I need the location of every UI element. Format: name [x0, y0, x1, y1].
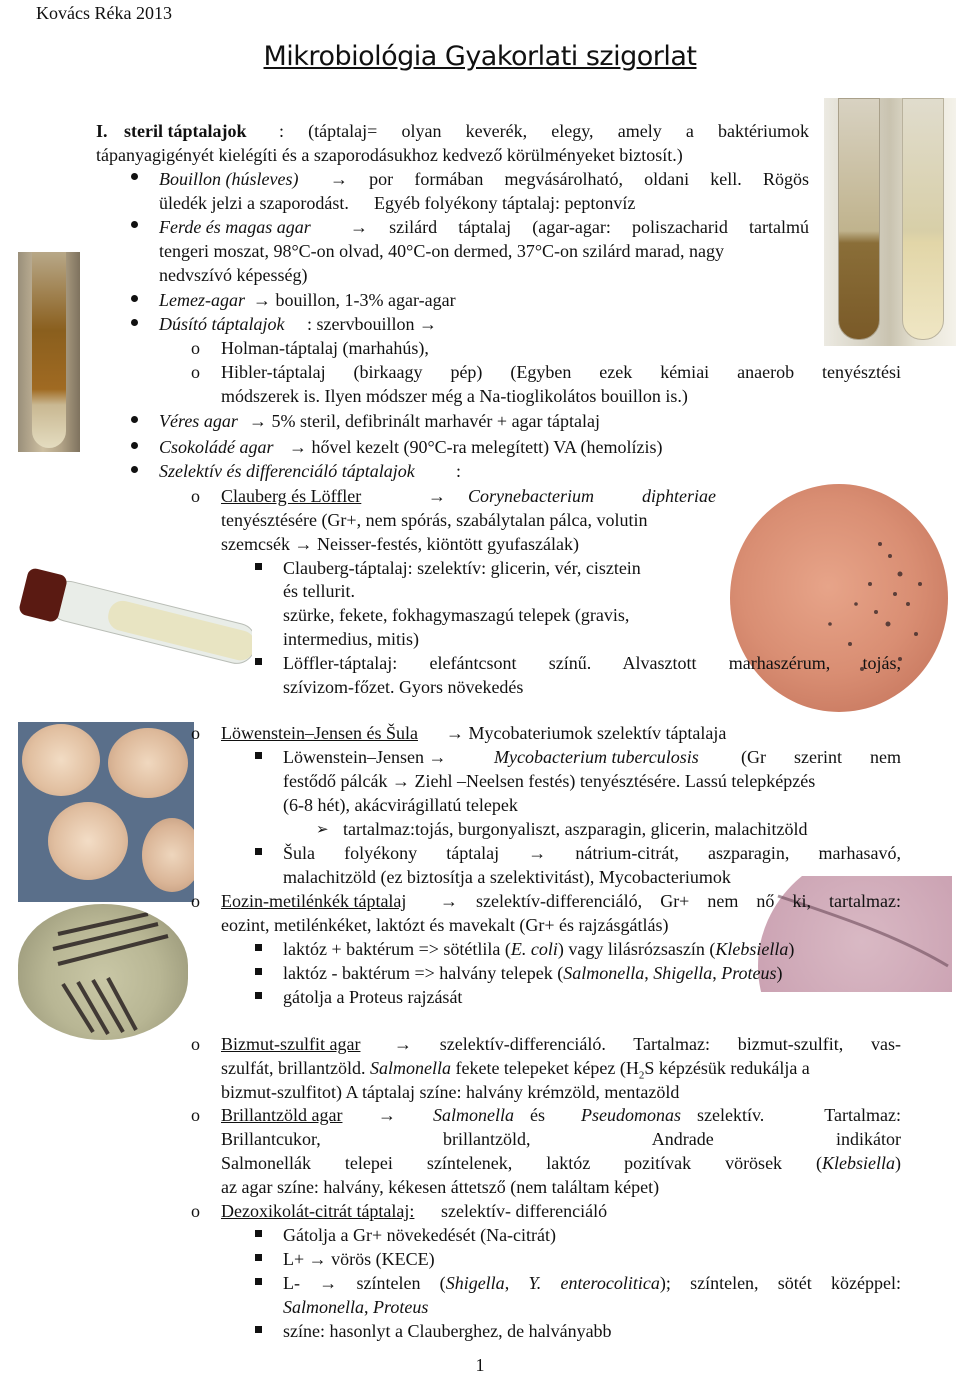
term-italic: Pseudomonas [581, 1105, 681, 1125]
text-line: festődő pálcák → Ziehl –Neelsen festés) tenyésztésére. Lassú telepképzés [283, 771, 816, 791]
bullet-icon [131, 319, 138, 326]
text-line: Gátolja a Gr+ növekedését (Na-citrát) [283, 1225, 557, 1245]
text-line: L+ → vörös (KECE) [283, 1249, 435, 1269]
sub-marker: o [191, 1105, 200, 1125]
text-line: tengeri moszat, 98°C-on olvad, 40°C-on dermed, 37°C-on szilárd marad, nagy [159, 241, 724, 261]
text-line: szürke, fekete, fokhagymaszagú telepek (gravis, [283, 605, 630, 625]
text-line: (Gr szerint nem [741, 747, 901, 767]
link-text: Eozin-metilénkék táptalaj [221, 891, 407, 911]
slant-agar-tube-photo [18, 560, 252, 678]
text-line: üledék jelzi a szaporodást. [159, 193, 349, 213]
term-italic: Salmonella [433, 1105, 514, 1125]
text-line: nedvszívó képesség) [159, 265, 308, 285]
text-line: Salmonellák telepei színtelenek, laktóz pozitívak vörösek (Klebsiella) [221, 1153, 901, 1173]
bullet-icon [131, 173, 138, 180]
term-italic: Dúsító táptalajok [159, 314, 285, 334]
square-bullet-icon [255, 1254, 262, 1261]
text-line: → szelektív-differenciáló. Tartalmaz: bizmut-szulfit, vas- [394, 1034, 901, 1054]
text-line: → Mycobateriumok szelektív táptalaja [446, 723, 727, 743]
text-line: laktóz - baktérum => halvány telepek (Salmonella, Shigella, Proteus) [283, 963, 783, 983]
square-bullet-icon [255, 563, 262, 570]
text-line: (6-8 hét), akácvirágillatú telepek [283, 795, 518, 815]
term-italic: Corynebacterium diphteriae [468, 486, 716, 506]
square-bullet-icon [255, 944, 262, 951]
text-line: L- → színtelen (Shigella, Y. enterocolitica); színtelen, sötét középpel: [283, 1273, 902, 1293]
text-line: Egyéb folyékony táptalaj: peptonvíz [374, 193, 636, 213]
link-text: Clauberg és Löffler [221, 486, 362, 506]
square-bullet-icon [255, 992, 262, 999]
text-line: → hővel kezelt (90°C-ra melegített) VA (hemolízis) [289, 437, 663, 457]
author-label: Kovács Réka 2013 [36, 3, 172, 23]
section-heading: steril táptalajok [124, 121, 247, 141]
text-line: szívizom-főzet. Gyors növekedés [283, 677, 524, 697]
text-line: Brillantcukor, brillantzöld, Andrade indikátor [221, 1129, 901, 1149]
text-line: szulfát, brillantzöld. Salmonella fekete telepeket képez ($H_2S$ képzésük redukálja a [221, 1058, 810, 1082]
link-text: Bizmut-szulfit agar [221, 1034, 361, 1054]
bullet-icon [131, 442, 138, 449]
sub-marker: o [191, 362, 200, 382]
arrow-icon: → [428, 486, 446, 506]
bullet-icon [131, 295, 138, 302]
text-line: Löffler-táptalaj: elefántcsont színű. Alvasztott marhaszérum, tojás, [283, 653, 901, 673]
text-line: Löwenstein–Jensen → [283, 747, 447, 767]
text-line: Clauberg-táptalaj: szelektív: glicerin, vér, cisztein [283, 558, 641, 578]
text-line: gátolja a Proteus rajzását [283, 987, 463, 1007]
arrow-icon: → [378, 1105, 396, 1125]
text-line: Hibler-táptalaj (birkaagy pép) (Egyben ezek kémiai anaerob tenyésztési [221, 362, 901, 382]
clauberg-plate-photo [730, 484, 948, 712]
lowenstein-colonies-photo [18, 722, 194, 902]
square-bullet-icon [255, 1326, 262, 1333]
text-line: szelektív- differenciáló [441, 1201, 608, 1221]
page-number: 1 [475, 1355, 485, 1375]
text-line: tenyésztésére (Gr+, nem spórás, szabálytalan pálca, volutin [221, 510, 648, 530]
square-bullet-icon [255, 658, 262, 665]
square-bullet-icon [255, 848, 262, 855]
term-italic: Bouillon (húsleves) [159, 169, 299, 189]
link-text: Brillantzöld agar [221, 1105, 343, 1125]
text-line: → por formában megvásárolható, oldani kell. Rögös [330, 169, 809, 189]
text-line: : [456, 461, 462, 481]
bullet-icon [131, 466, 138, 473]
term-italic: Csokoládé agar [159, 437, 274, 457]
text-line: Holman-táptalaj (marhahús), [221, 338, 429, 358]
sub-marker: o [191, 338, 200, 358]
page-title: Mikrobiológia Gyakorlati szigorlat [263, 41, 697, 72]
streak-plate-photo [18, 904, 188, 1040]
square-bullet-icon [255, 1230, 262, 1237]
sub-marker: o [191, 486, 200, 506]
text-line: → bouillon, 1-3% agar-agar [253, 290, 456, 310]
broth-tube-photo [18, 252, 80, 452]
text-line: Salmonella, Proteus [283, 1297, 429, 1317]
text-line: → szilárd táptalaj (agar-agar: poliszacharid tartalmú [350, 217, 809, 237]
section-number: I. [96, 121, 108, 141]
link-text: Dezoxikolát-citrát táptalaj: [221, 1201, 415, 1221]
text-line: → 5% steril, defibrinált marhavér + agar táptalaj [249, 411, 601, 431]
sub-marker: o [191, 723, 200, 743]
text-line: tápanyagigényét kielégíti és a szaporodásukhoz kedvező körülményeket biztosít.) [96, 145, 683, 165]
sub-marker: o [191, 1201, 200, 1221]
text-line: : (táptalaj= olyan keverék, elegy, amely a baktériumok [279, 121, 809, 141]
text-line: malachitzöld (ez biztosítja a szelektivitást), Mycobacteriumok [283, 867, 731, 887]
text-line: és tellurit. [283, 581, 355, 601]
arrow-bullet-icon: ➢ [316, 820, 329, 838]
bullet-icon [131, 416, 138, 423]
term-italic: Lemez-agar [159, 290, 245, 310]
term-italic: Mycobacterium tuberculosis [494, 747, 699, 767]
term-italic: Szelektív és differenciáló táptalajok [159, 461, 415, 481]
sub-marker: o [191, 891, 200, 911]
sub-marker: o [191, 1034, 200, 1054]
text-line: és [530, 1105, 545, 1125]
term-italic: Ferde és magas agar [159, 217, 311, 237]
square-bullet-icon [255, 968, 262, 975]
text-line: szemcsék → Neisser-festés, kiöntött gyufaszálak) [221, 534, 580, 554]
text-line: eozint, metilénkéket, laktózt és mavekalt (Gr+ és rajzásgátlás) [221, 915, 669, 935]
text-line: : szervbouillon → [307, 314, 437, 334]
text-line: az agar színe: halvány, kékesen áttetsző (nem találtam képet) [221, 1177, 660, 1197]
link-text: Löwenstein–Jensen és Šula [221, 723, 418, 743]
text-line: bizmut-szulfitot) A táptalaj színe: halvány krémzöld, mentazöld [221, 1082, 680, 1102]
term-italic: Véres agar [159, 411, 238, 431]
square-bullet-icon [255, 752, 262, 759]
text-line: laktóz + baktérum => sötétlila (E. coli) vagy lilásrózsaszín (Klebsiella) [283, 939, 795, 959]
bullet-icon [131, 221, 138, 228]
text-line: → szelektív-differenciáló, Gr+ nem nő ki, tartalmaz: [440, 891, 901, 911]
test-tubes-photo [824, 98, 956, 346]
text-line: szelektív. Tartalmaz: [697, 1105, 901, 1125]
square-bullet-icon [255, 1278, 262, 1285]
text-line: intermedius, mitis) [283, 629, 419, 649]
text-line: Šula folyékony táptalaj → nátrium-citrát, aszparagin, marhasavó, [283, 843, 901, 863]
text-line: színe: hasonlyt a Clauberghez, de halványabb [283, 1321, 612, 1341]
text-line: módszerek is. Ilyen módszer még a Na-tioglikolátos bouillon is.) [221, 386, 688, 406]
text-line: tartalmaz:tojás, burgonyaliszt, aszparagin, glicerin, malachitzöld [343, 819, 808, 839]
